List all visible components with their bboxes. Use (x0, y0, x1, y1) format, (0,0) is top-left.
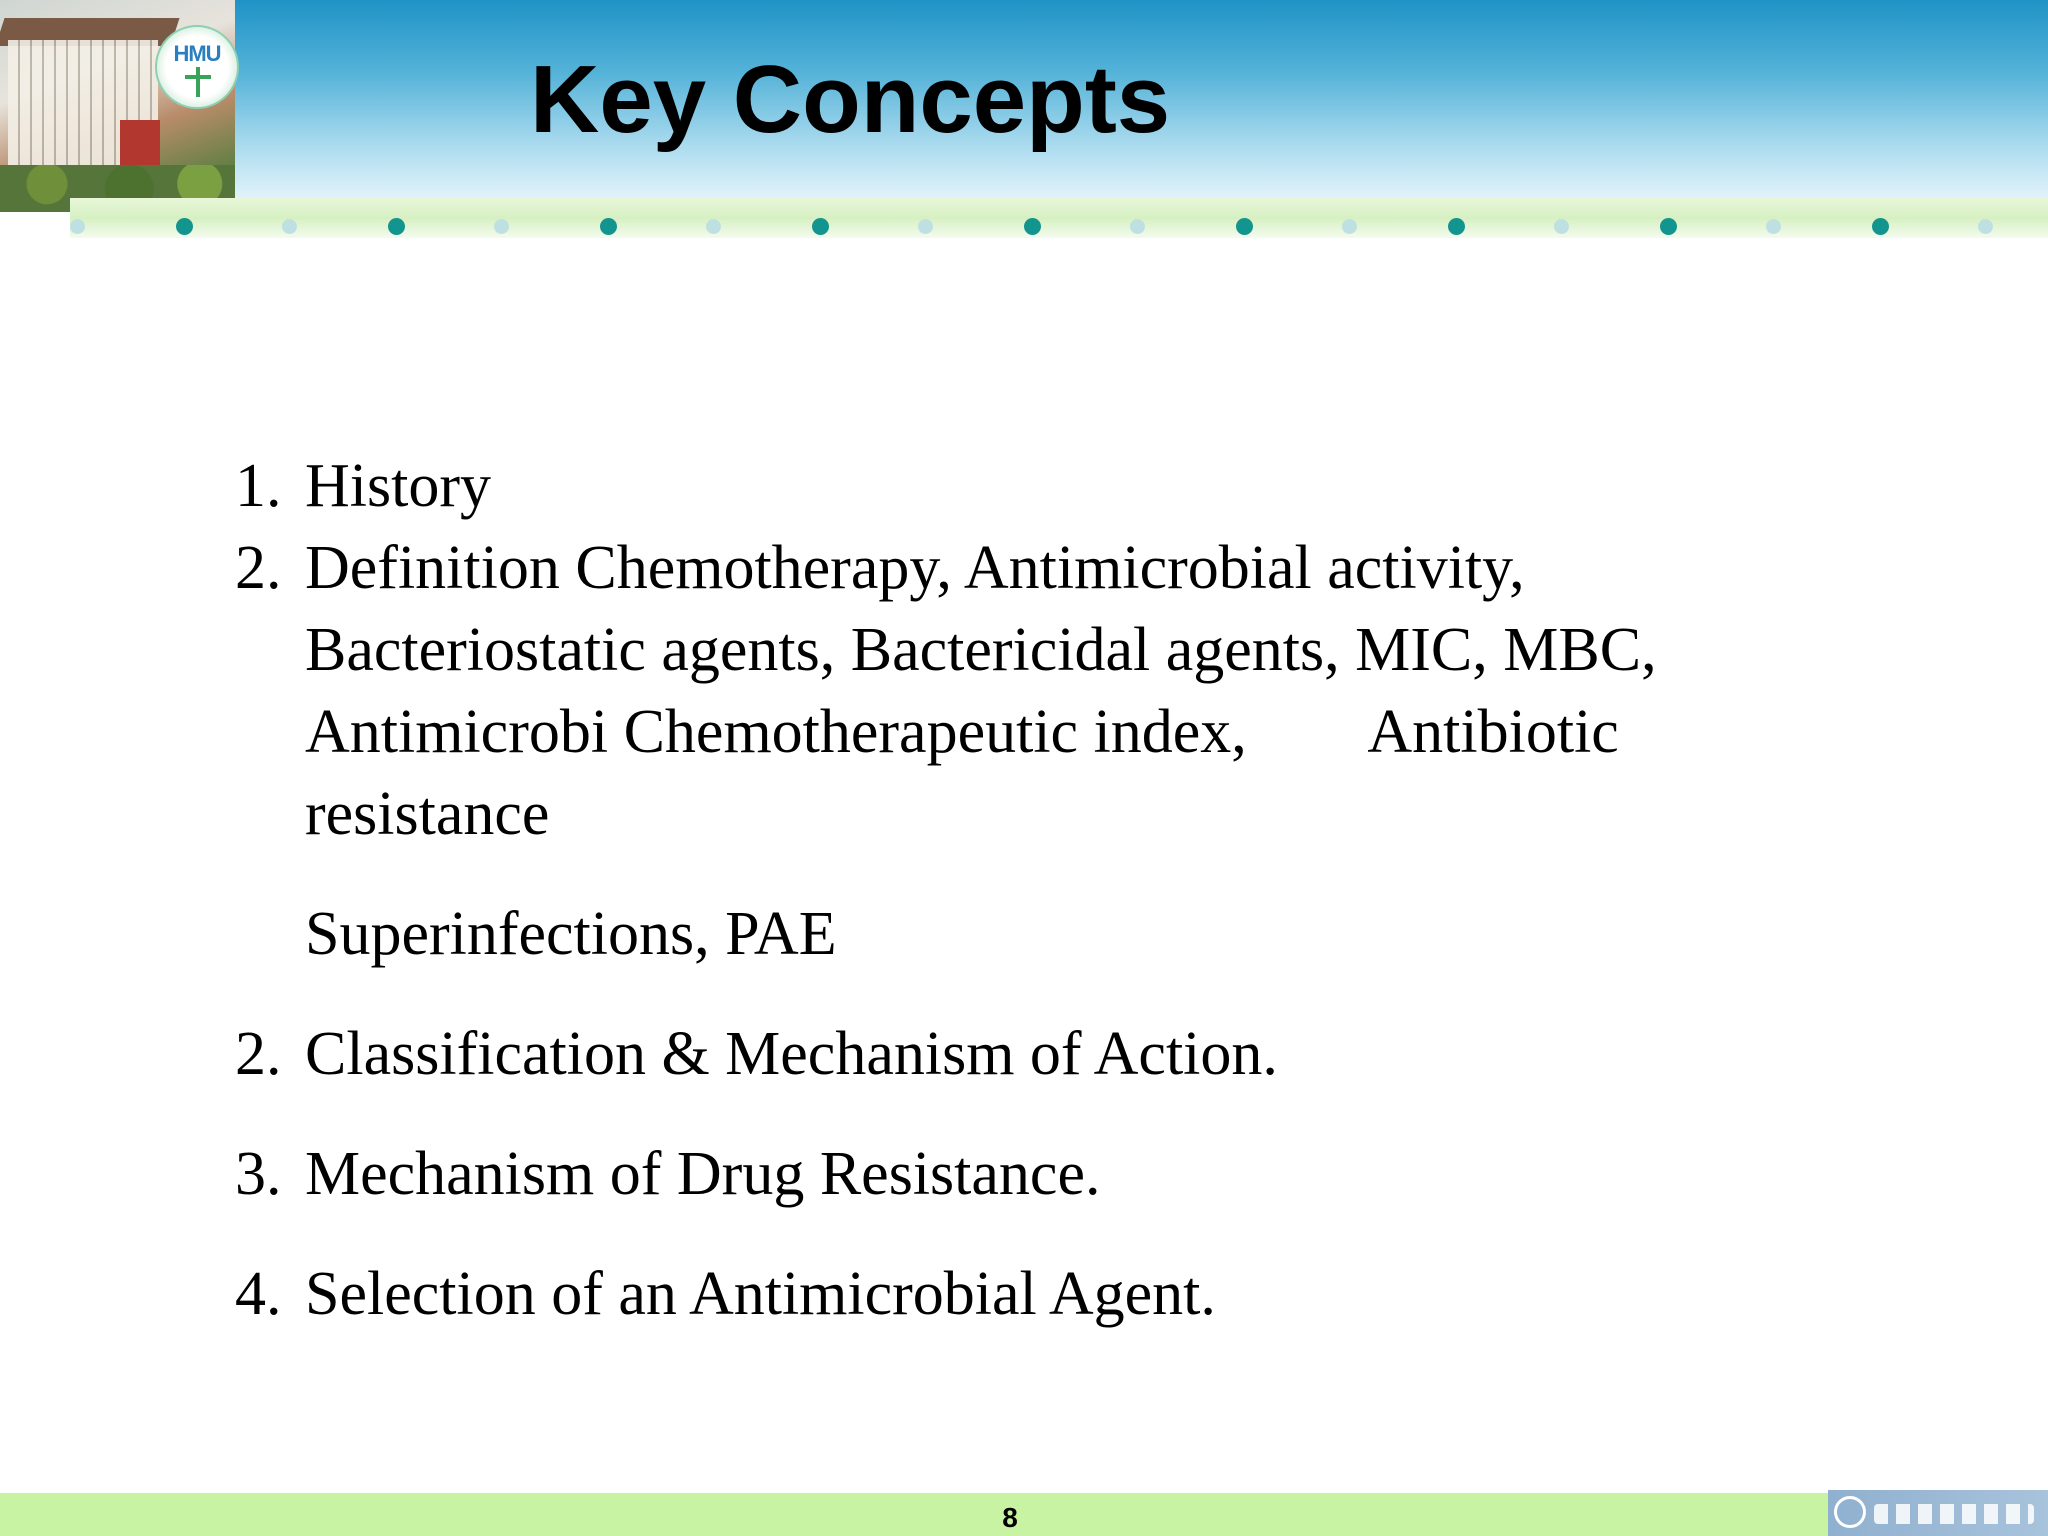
divider-dot (600, 218, 617, 235)
list-number: 2. (235, 1020, 282, 1088)
divider-dot (918, 219, 933, 234)
page-number: 8 (1002, 1502, 1018, 1533)
hmu-logo-icon (155, 25, 239, 109)
dot-divider (0, 218, 2048, 238)
logo-cross-vertical (196, 67, 200, 97)
seal-circle (1834, 1496, 1866, 1528)
list-item-definition (235, 527, 1815, 975)
logo-text: HMU (173, 41, 221, 66)
list-text-line: Definition Chemotherapy, Antimicrobial activity, (305, 534, 1525, 602)
list-text-line: resistance (305, 780, 550, 848)
list-number: 1. (235, 452, 282, 520)
divider-dot (70, 219, 85, 234)
list-text: Mechanism of Drug Resistance. (305, 1140, 1101, 1208)
list-item-history (235, 445, 1815, 527)
divider-dot (706, 219, 721, 234)
divider-dot (282, 219, 297, 234)
list-number: 3. (235, 1140, 282, 1208)
divider-dot (1554, 219, 1569, 234)
list-item-drug-resistance (235, 1133, 1815, 1215)
divider-dot (1024, 218, 1041, 235)
slide-body (235, 445, 1815, 1335)
university-name-script (1874, 1504, 2034, 1524)
divider-dot (1660, 218, 1677, 235)
list-item-selection (235, 1253, 1815, 1335)
list-item-classification (235, 1013, 1815, 1095)
divider-dot (494, 219, 509, 234)
divider-dot (1342, 219, 1357, 234)
divider-dot (1766, 219, 1781, 234)
list-number: 4. (235, 1260, 282, 1328)
list-text: History (305, 452, 491, 520)
list-text-line: Antimicrobi Chemotherapeutic index, Antibiotic (305, 698, 1619, 766)
slide-title: Key Concepts (530, 46, 1171, 153)
list-text-line: Superinfections, PAE (305, 900, 837, 968)
divider-dot (388, 218, 405, 235)
list-text: Classification & Mechanism of Action. (305, 1020, 1278, 1088)
divider-dot (176, 218, 193, 235)
list-text-line: Bacteriostatic agents, Bactericidal agents, MIC, MBC, (305, 616, 1657, 684)
list-text: Selection of an Antimicrobial Agent. (305, 1260, 1216, 1328)
divider-dot (1448, 218, 1465, 235)
divider-dot (1872, 218, 1889, 235)
university-seal-icon (1828, 1490, 2048, 1536)
divider-dot (1978, 219, 1993, 234)
list-number: 2. (235, 534, 282, 602)
divider-dot (1236, 218, 1253, 235)
divider-dot (1130, 219, 1145, 234)
logo-cross-horizontal (185, 75, 211, 79)
divider-dot (812, 218, 829, 235)
